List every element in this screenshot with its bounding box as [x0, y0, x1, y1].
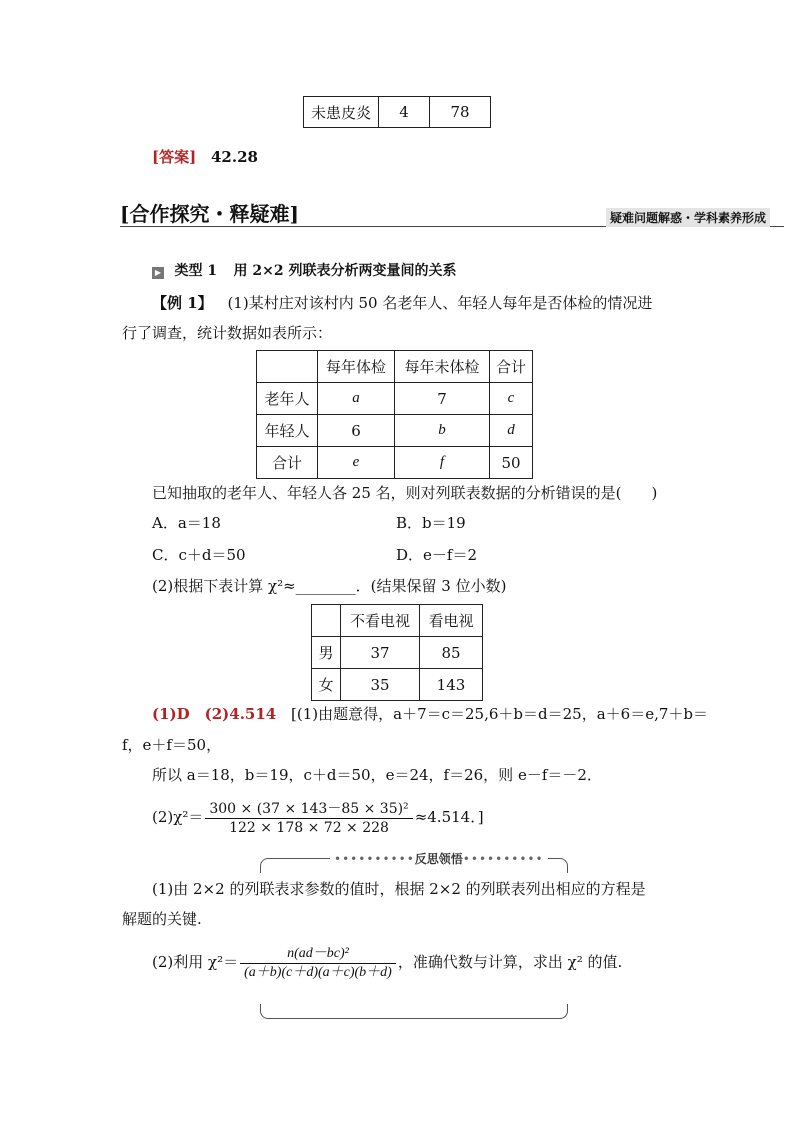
option-c: C．c＋d＝50 [152, 546, 246, 564]
reflection-title: 反思领悟 [414, 852, 463, 866]
table-cell: 男 [312, 637, 341, 669]
section-tag: 疑难问题解惑・学科素养形成 [606, 208, 770, 227]
example-text: (1)某村庄对该村内 50 名老年人、年轻人每年是否体检的情况进 [227, 294, 653, 312]
type-title: 用 2×2 列联表分析两变量间的关系 [233, 263, 457, 279]
table-cell: 6 [318, 415, 395, 447]
fraction-numerator: n(ad－bc)² [240, 945, 396, 964]
example-line-2: 行了调查，统计数据如表所示： [122, 324, 333, 342]
table-header: 看电视 [420, 605, 483, 637]
table-cell: 未患皮炎 [304, 97, 379, 128]
table-cell: b [395, 415, 490, 447]
table-cell: c [490, 383, 533, 415]
example-label: 【例 1】 [152, 294, 213, 312]
reflection-title-wrap: ••••••••••反思领悟•••••••••• [330, 850, 548, 867]
table-cell: 143 [420, 669, 483, 701]
table-cell: 50 [490, 447, 533, 479]
table-cell: d [490, 415, 533, 447]
table-cell: 4 [379, 97, 430, 128]
example-table-1 [256, 350, 533, 479]
table-cell: 7 [395, 383, 490, 415]
answer-label: [答案] [152, 148, 197, 166]
solution-line-2: f，e＋f＝50， [122, 736, 222, 754]
example-part-2: (2)根据下表计算 χ²≈________．(结果保留 3 位小数) [152, 577, 507, 595]
table-cell: e [318, 447, 395, 479]
option-d: D．e－f＝2 [396, 546, 477, 564]
type-heading [152, 260, 457, 282]
table-cell: 女 [312, 669, 341, 701]
fraction-denominator: (a＋b)(c＋d)(a＋c)(b＋d) [244, 964, 392, 980]
option-b: B．b＝19 [396, 514, 466, 532]
table-header: 不看电视 [341, 605, 420, 637]
example-table-2 [311, 604, 483, 701]
table-header: 每年未体检 [395, 351, 490, 383]
example-question: 已知抽取的老年人、年轻人各 25 名，则对列联表数据的分析错误的是( ) [152, 484, 658, 502]
solution-line-3: 所以 a＝18，b＝19，c＋d＝50，e＝24，f＝26，则 e－f＝－2． [152, 766, 602, 784]
formula-prefix: (2)利用 χ²＝ [152, 953, 239, 971]
type-label: 类型 1 [174, 263, 218, 279]
formula-prefix: (2)χ²＝ [152, 808, 204, 826]
table-cell: 合计 [257, 447, 318, 479]
table-cell: a [318, 383, 395, 415]
answer-line [152, 146, 258, 168]
fraction-numerator: 300 × (37 × 143－85 × 35)² [205, 800, 412, 819]
table-cell: 年轻人 [257, 415, 318, 447]
table-header [257, 351, 318, 383]
formula-suffix: ，准确代数与计算，求出 χ² 的值. [397, 953, 623, 971]
table-header [312, 605, 341, 637]
table-cell: 78 [430, 97, 491, 128]
option-a: A．a＝18 [152, 514, 221, 532]
reflection-box-bottom [260, 1004, 568, 1019]
table-header: 每年体检 [318, 351, 395, 383]
chi-square-fraction [205, 800, 412, 837]
table-cell: 85 [420, 637, 483, 669]
table-cell: f [395, 447, 490, 479]
table-header: 合计 [490, 351, 533, 383]
solution-text: [(1)由题意得，a＋7＝c＝25,6＋b＝d＝25，a＋6＝e,7＋b＝ [291, 705, 708, 723]
top-table [303, 96, 491, 128]
answer-value: 42.28 [210, 148, 258, 166]
reflection-line-3 [152, 942, 622, 982]
table-cell: 老年人 [257, 383, 318, 415]
chi-square-formula [240, 945, 396, 982]
solution-line-4 [152, 797, 484, 837]
table-cell: 37 [341, 637, 420, 669]
reflection-line-1: (1)由 2×2 的列联表求参数的值时，根据 2×2 的列联表列出相应的方程是 [152, 880, 646, 898]
solution-answer: (1)D (2)4.514 [152, 705, 277, 723]
example-line-1 [152, 292, 652, 314]
solution-line-1 [152, 703, 708, 725]
formula-suffix: ≈4.514．] [414, 808, 484, 826]
play-icon: ▶ [152, 267, 164, 279]
table-cell: 35 [341, 669, 420, 701]
fraction-denominator: 122 × 178 × 72 × 228 [229, 819, 389, 836]
reflection-line-2: 解题的关键. [122, 910, 202, 928]
section-title: [合作探究・释疑难] [120, 202, 299, 226]
